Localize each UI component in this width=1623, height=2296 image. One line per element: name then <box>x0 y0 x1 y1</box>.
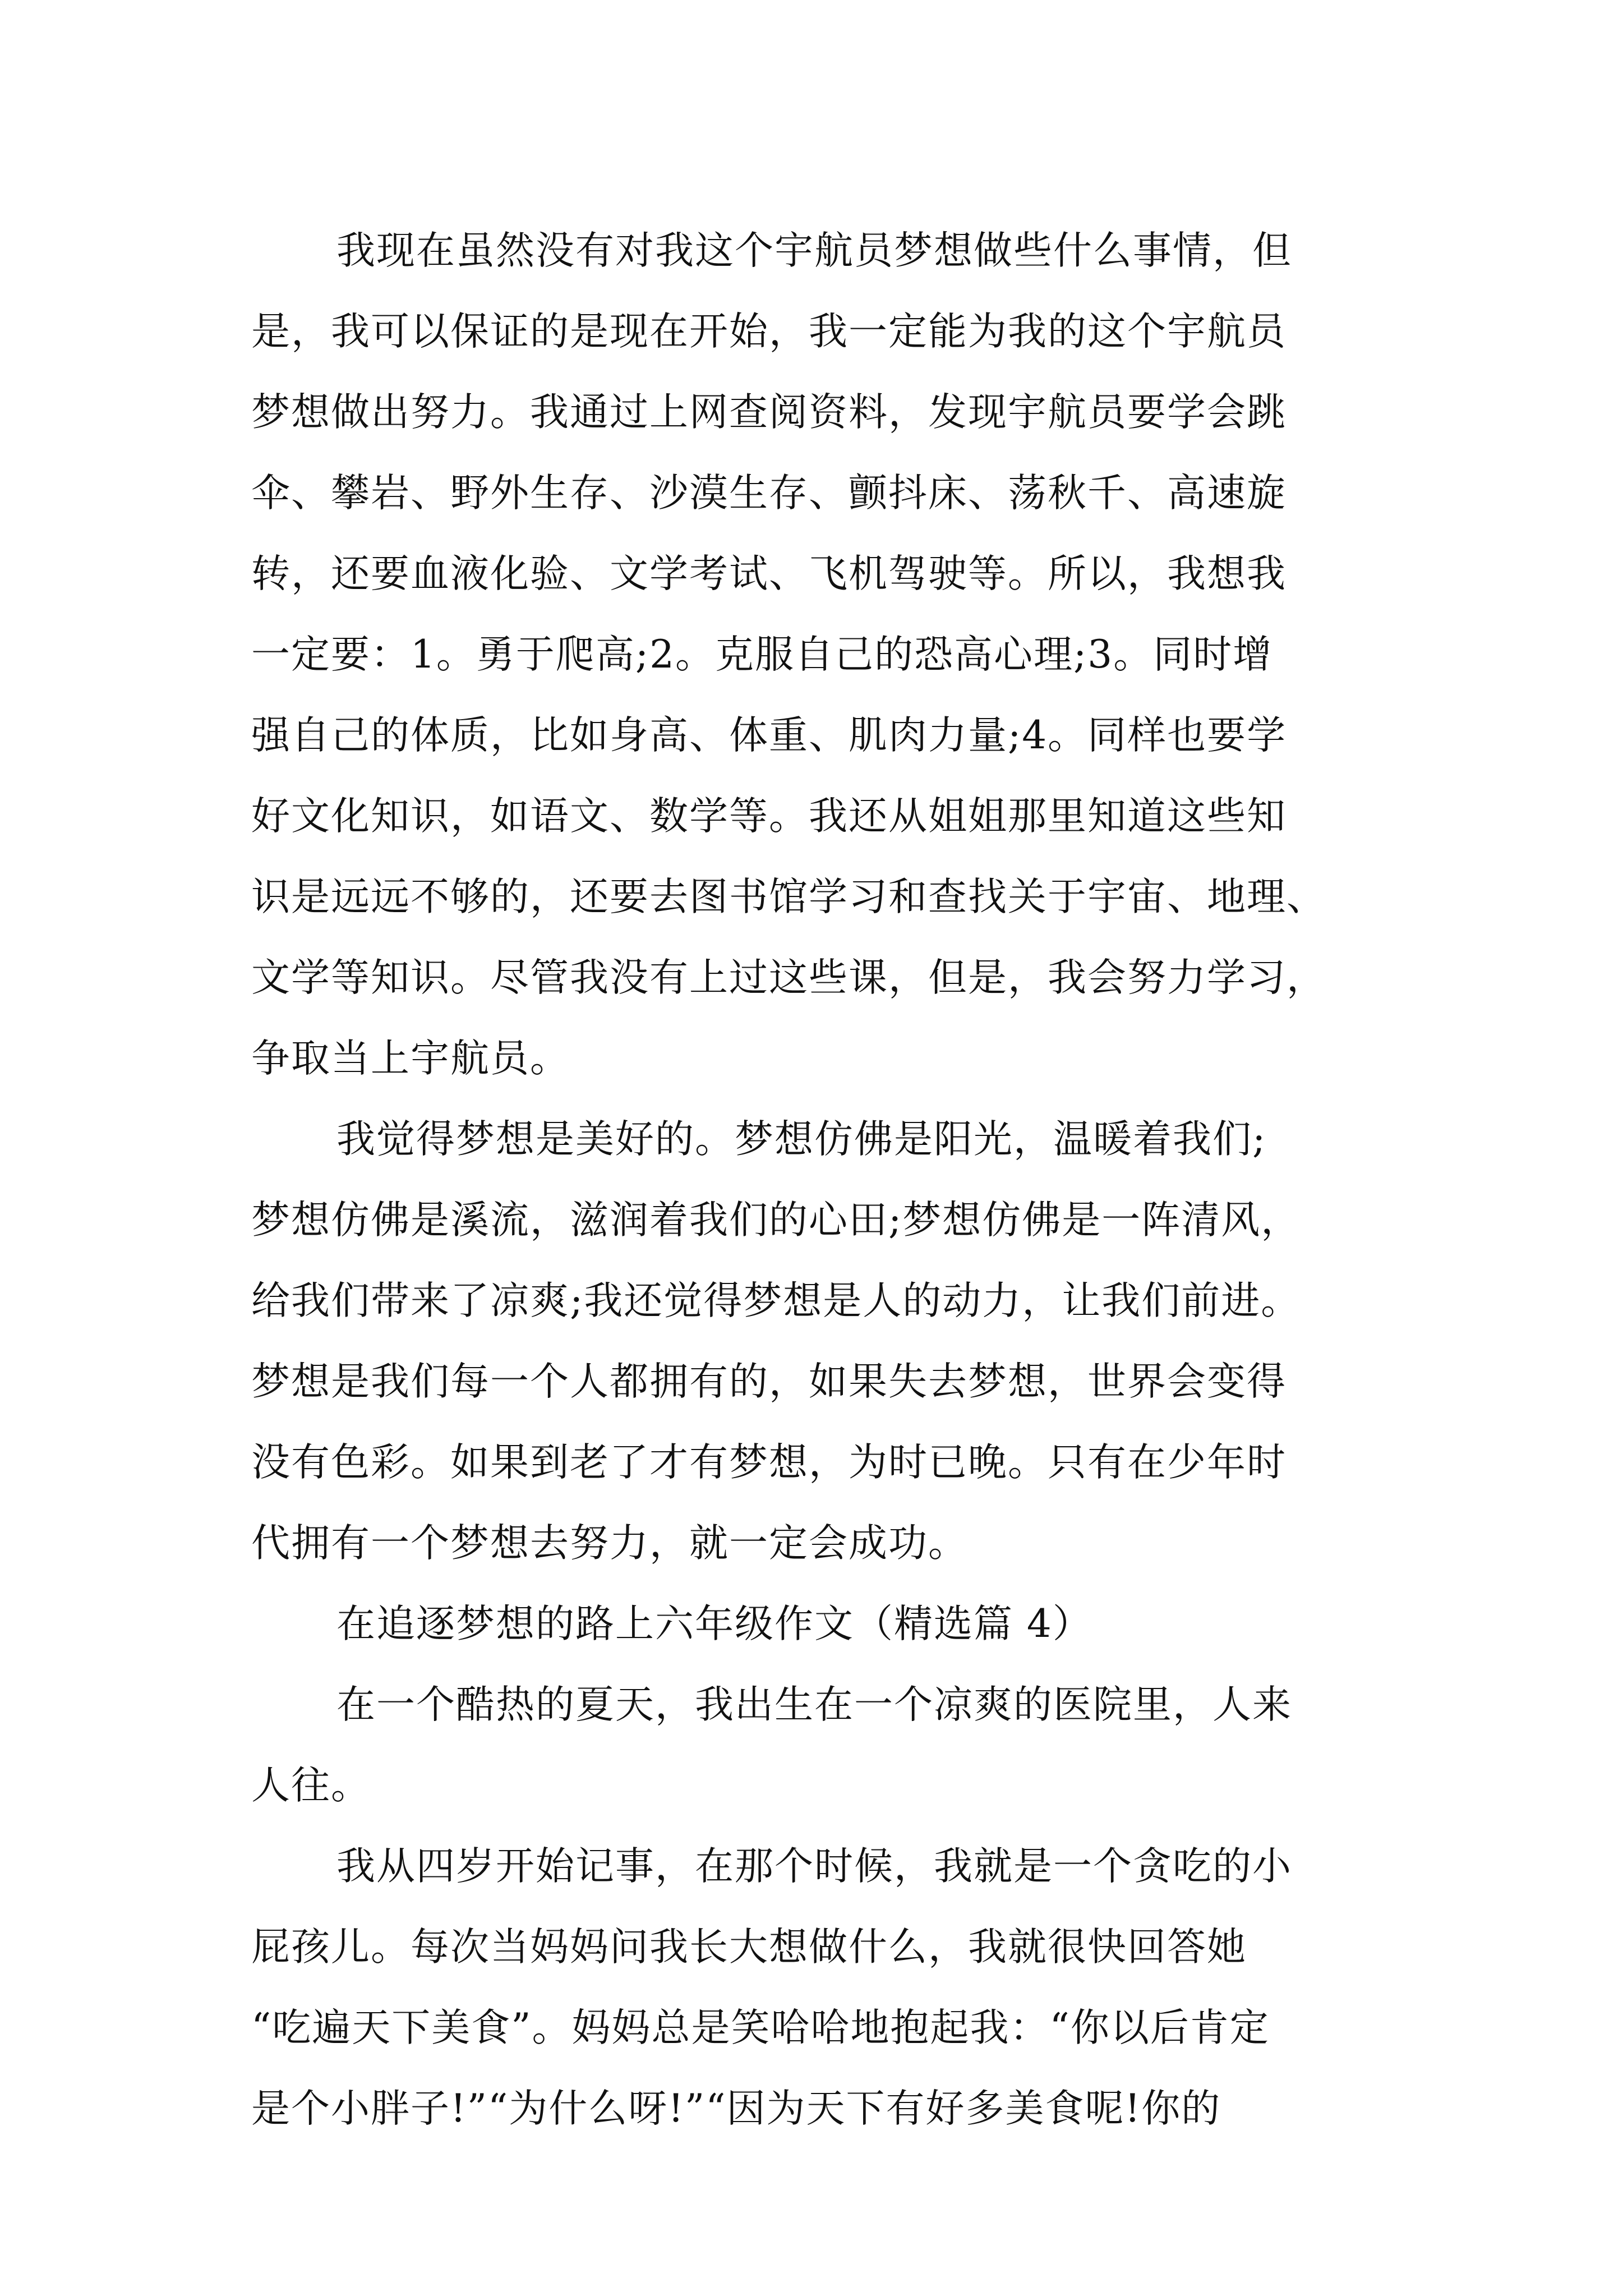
text-line: 我觉得梦想是美好的。梦想仿佛是阳光，温暖着我们; <box>336 1117 1267 1162</box>
text-line: 我从四岁开始记事，在那个时候，我就是一个贪吃的小 <box>336 1844 1292 1889</box>
text-line: 代拥有一个梦想去努力，就一定会成功。 <box>251 1521 968 1566</box>
text-line: 识是远远不够的，还要去图书馆学习和查找关于宇宙、地理、 <box>251 875 1326 919</box>
document-body <box>251 210 1373 2149</box>
text-line: 在追逐梦想的路上六年级作文（精选篇 4） <box>336 1602 1092 1646</box>
text-line: 梦想是我们每一个人都拥有的，如果失去梦想，世界会变得 <box>251 1359 1287 1404</box>
text-line: 没有色彩。如果到老了才有梦想，为时已晚。只有在少年时 <box>251 1440 1287 1485</box>
text-line: 争取当上宇航员。 <box>251 1036 570 1081</box>
text-line: “吃遍天下美食”。妈妈总是笑哈哈地抱起我：“你以后肯定 <box>251 2005 1270 2050</box>
text-line: 文学等知识。尽管我没有上过这些课，但是，我会努力学习， <box>251 955 1326 1000</box>
text-line: 给我们带来了凉爽;我还觉得梦想是人的动力，让我们前进。 <box>251 1278 1301 1323</box>
text-line: 我现在虽然没有对我这个宇航员梦想做些什么事情，但 <box>336 228 1292 273</box>
text-line: 好文化知识，如语文、数学等。我还从姐姐那里知道这些知 <box>251 794 1287 839</box>
text-line: 转，还要血液化验、文学考试、飞机驾驶等。所以，我想我 <box>251 551 1287 596</box>
text-line: 人往。 <box>251 1763 371 1808</box>
text-line: 强自己的体质，比如身高、体重、肌肉力量;4。同样也要学 <box>251 713 1287 758</box>
text-line: 梦想做出努力。我通过上网查阅资料，发现宇航员要学会跳 <box>251 390 1287 435</box>
text-line: 是，我可以保证的是现在开始，我一定能为我的这个宇航员 <box>251 309 1287 354</box>
text-line: 屁孩儿。每次当妈妈问我长大想做什么，我就很快回答她 <box>251 1925 1247 1970</box>
text-line: 一定要：1。勇于爬高;2。克服自己的恐高心理;3。同时增 <box>251 632 1273 677</box>
text-line: 在一个酷热的夏天，我出生在一个凉爽的医院里，人来 <box>336 1682 1292 1727</box>
text-line: 是个小胖子!”“为什么呀!”“因为天下有好多美食呢!你的 <box>251 2086 1221 2131</box>
text-line: 梦想仿佛是溪流，滋润着我们的心田;梦想仿佛是一阵清风， <box>251 1198 1301 1243</box>
text-line: 伞、攀岩、野外生存、沙漠生存、颤抖床、荡秋千、高速旋 <box>251 471 1287 516</box>
